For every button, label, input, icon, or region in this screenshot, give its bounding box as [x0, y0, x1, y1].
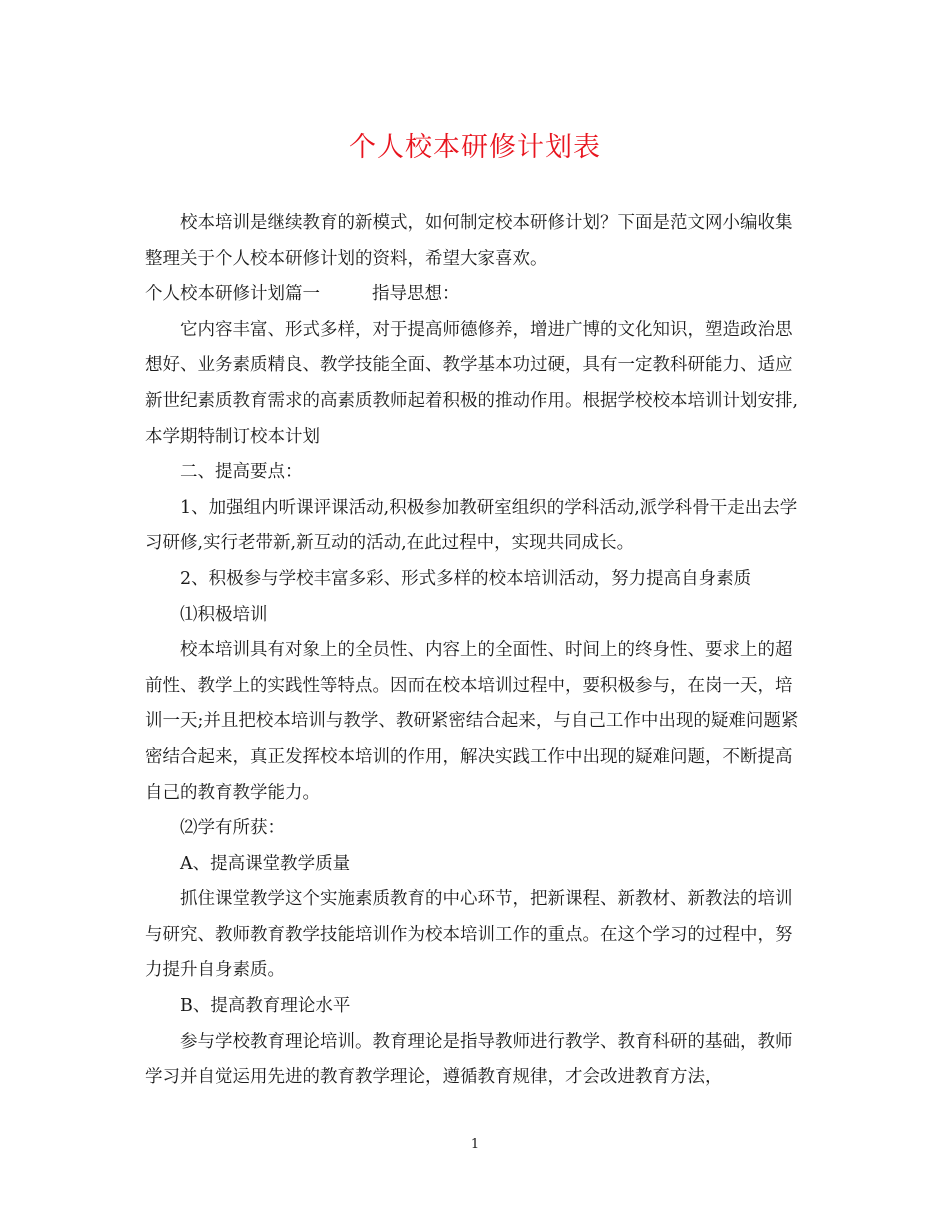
subheading-learning-gains: ⑵学有所获： — [180, 818, 285, 839]
page-number: 1 — [470, 1137, 480, 1152]
intro-paragraph: 校本培训是继续教育的新模式，如何制定校本研修计划？下面是范文网小编收集整理关于个人校本研修计划的资料，希望大家喜欢。 — [145, 213, 793, 269]
point-1-paragraph: 1、加强组内听课评课活动,积极参加教研室组织的学科活动,派学科骨干走出去学习研修,实行老带新,新互动的活动,在此过程中，实现共同成长。 — [145, 497, 798, 554]
subheading-theory-level: B、提高教育理论水平 — [180, 996, 351, 1017]
subheading-active-training: ⑴积极培训 — [180, 604, 268, 625]
section-heading: 个人校本研修计划篇一 — [145, 284, 320, 305]
document-body — [145, 206, 805, 1096]
point-2-paragraph: 2、积极参与学校丰富多彩、形式多样的校本培训活动，努力提高自身素质 — [180, 568, 752, 589]
guiding-ideology-heading: 指导思想： — [372, 284, 460, 305]
subheading-classroom-quality: A、提高课堂教学质量 — [180, 853, 351, 874]
section-heading-line — [145, 277, 805, 313]
key-points-heading: 二、提高要点： — [180, 462, 303, 483]
document-title: 个人校本研修计划表 — [349, 132, 601, 163]
guiding-ideology-paragraph: 它内容丰富、形式多样，对于提高师德修养，增进广博的文化知识，塑造政治思想好、业务素质精良、教学技能全面、教学基本功过硬，具有一定教科研能力、适应新世纪素质教育需求的高素质教师起着积极的推动作用。根据学校校本培训计划安排,本学期特制订校本计划 — [145, 319, 799, 447]
active-training-paragraph: 校本培训具有对象上的全员性、内容上的全面性、时间上的终身性、要求上的超前性、教学上的实践性等特点。因而在校本培训过程中，要积极参与，在岗一天，培训一天;并且把校本培训与教学、教研紧密结合起来，与自己工作中出现的疑难问题紧密结合起来，真正发挥校本培训的作用，解决实践工作中出现的疑难问题，不断提高自己的教育教学能力。 — [145, 640, 799, 803]
classroom-quality-paragraph: 抓住课堂教学这个实施素质教育的中心环节，把新课程、新教材、新教法的培训与研究、教师教育教学技能培训作为校本培训工作的重点。在这个学习的过程中，努力提升自身素质。 — [145, 889, 793, 981]
theory-level-paragraph: 参与学校教育理论培训。教育理论是指导教师进行教学、教育科研的基础，教师学习并自觉运用先进的教育教学理论，遵循教育规律，才会改进教育方法， — [145, 1031, 793, 1088]
